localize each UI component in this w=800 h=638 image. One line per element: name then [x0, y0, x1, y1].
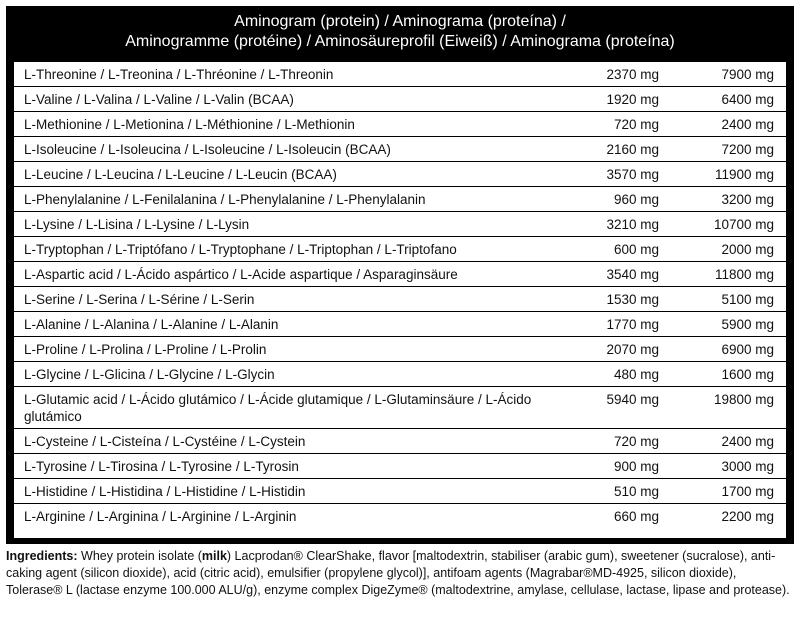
table-row [14, 504, 786, 529]
aminogram-table [14, 62, 786, 538]
table-row [14, 162, 786, 187]
amino-acid-name: L-Glycine / L-Glicina / L-Glycine / L-Glycin [24, 367, 275, 382]
amount-per-100g: 11900 mg [714, 167, 774, 182]
amino-acid-name: L-Phenylalanine / L-Fenilalanina / L-Phenylalanine / L-Phenylalanin [24, 192, 426, 207]
amino-acid-name: L-Isoleucine / L-Isoleucina / L-Isoleucine / L-Isoleucin (BCAA) [24, 142, 391, 157]
amount-per-serving: 1530 mg [606, 292, 659, 307]
aminogram-table-frame [6, 6, 794, 544]
amount-per-100g: 6400 mg [721, 92, 774, 107]
amount-per-100g: 2000 mg [721, 242, 774, 257]
amount-per-serving: 720 mg [613, 434, 659, 449]
table-row [14, 454, 786, 479]
amount-per-serving: 1770 mg [606, 317, 659, 332]
header-line-1: Aminogram (protein) / Aminograma (proteína) / [234, 13, 566, 30]
table-row [14, 137, 786, 162]
amount-per-serving: 3540 mg [606, 267, 659, 282]
amount-per-serving: 660 mg [613, 509, 659, 524]
table-row [14, 112, 786, 137]
amount-per-100g: 3200 mg [721, 192, 774, 207]
amount-per-serving: 1920 mg [606, 92, 659, 107]
amount-per-serving: 480 mg [613, 367, 659, 382]
amino-acid-name: L-Proline / L-Prolina / L-Proline / L-Prolin [24, 342, 267, 357]
amount-per-serving: 720 mg [613, 117, 659, 132]
table-row [14, 312, 786, 337]
ingredients-label: Ingredients: [6, 549, 78, 563]
header-line-2: Aminogramme (protéine) / Aminosäureprofil (Eiweiß) / Aminograma (proteína) [125, 33, 675, 50]
amount-per-serving: 900 mg [613, 459, 659, 474]
ingredients-allergen: milk [201, 549, 227, 563]
amino-acid-name: L-Methionine / L-Metionina / L-Méthionine / L-Methionin [24, 117, 355, 132]
amount-per-serving: 3210 mg [606, 217, 659, 232]
amount-per-100g: 1700 mg [721, 484, 774, 499]
ingredients-part-2: ) Lacprodan® ClearShake, flavor [maltodextrin, stabiliser (arabic gum), sweetener (sucralose), anti-caking agent (silicon dioxide), acid (citric acid), emulsifier (propylene glycol)], antifoam agents (Magrabar®MD-4925, silicon dioxide), Tolerase® L (lactase enzyme 100.000 ALU/g), enzyme complex DigeZyme® (maltodextrine, amylase, cellulase, lactase, lipase and protease). [6, 549, 790, 597]
amount-per-100g: 10700 mg [713, 217, 774, 232]
amino-acid-name: L-Tryptophan / L-Triptófano / L-Tryptophane / L-Triptophan / L-Triptofano [24, 242, 457, 257]
table-row [14, 429, 786, 454]
amount-per-100g: 5100 mg [721, 292, 774, 307]
amino-acid-name: L-Leucine / L-Leucina / L-Leucine / L-Leucin (BCAA) [24, 167, 337, 182]
amount-per-serving: 600 mg [613, 242, 659, 257]
amino-acid-name: L-Cysteine / L-Cisteína / L-Cystéine / L-Cystein [24, 434, 306, 449]
amount-per-100g: 11800 mg [714, 267, 774, 282]
amino-acid-name: L-Aspartic acid / L-Ácido aspártico / L-Acide aspartique / Asparaginsäure [24, 267, 458, 282]
amino-acid-name: L-Tyrosine / L-Tirosina / L-Tyrosine / L-Tyrosin [24, 459, 299, 474]
amount-per-100g: 2200 mg [721, 509, 774, 524]
aminogram-header [6, 6, 794, 60]
amino-acid-name: L-Valine / L-Valina / L-Valine / L-Valin (BCAA) [24, 92, 294, 107]
table-row [14, 237, 786, 262]
ingredients-part-1: Whey protein isolate ( [77, 549, 202, 563]
table-row [14, 287, 786, 312]
table-row [14, 479, 786, 504]
amount-per-100g: 7200 mg [721, 142, 774, 157]
amino-acid-name: L-Lysine / L-Lisina / L-Lysine / L-Lysin [24, 217, 250, 232]
amino-acid-name: L-Arginine / L-Arginina / L-Arginine / L-Arginin [24, 509, 297, 524]
amount-per-serving: 960 mg [613, 192, 659, 207]
amount-per-100g: 19800 mg [713, 392, 774, 407]
amino-acid-name: L-Alanine / L-Alanina / L-Alanine / L-Alanin [24, 317, 279, 332]
amount-per-100g: 2400 mg [721, 117, 774, 132]
amount-per-100g: 1600 mg [721, 367, 774, 382]
amount-per-100g: 6900 mg [721, 342, 774, 357]
amount-per-serving: 3570 mg [606, 167, 659, 182]
amount-per-100g: 5900 mg [721, 317, 774, 332]
table-row [14, 87, 786, 112]
amino-acid-name: L-Serine / L-Serina / L-Sérine / L-Serin [24, 292, 255, 307]
table-row [14, 212, 786, 237]
table-row [14, 62, 786, 87]
amount-per-serving: 5940 mg [606, 392, 659, 407]
table-row [14, 187, 786, 212]
amino-acid-name: L-Glutamic acid / L-Ácido glutámico / L-Ácide glutamique / L-Glutaminsäure / L-Ácido glutámico [24, 392, 532, 424]
amino-acid-name: L-Histidine / L-Histidina / L-Histidine / L-Histidin [24, 484, 306, 499]
table-row [14, 362, 786, 387]
amount-per-serving: 510 mg [613, 484, 659, 499]
amount-per-serving: 2160 mg [606, 142, 659, 157]
table-row [14, 337, 786, 362]
ingredients-text [6, 548, 794, 599]
table-row [14, 387, 786, 429]
table-row [14, 262, 786, 287]
amount-per-serving: 2370 mg [606, 67, 659, 82]
amount-per-100g: 2400 mg [721, 434, 774, 449]
amino-acid-name: L-Threonine / L-Treonina / L-Thréonine / L-Threonin [24, 67, 334, 82]
amount-per-serving: 2070 mg [606, 342, 659, 357]
amount-per-100g: 7900 mg [721, 67, 774, 82]
amount-per-100g: 3000 mg [721, 459, 774, 474]
